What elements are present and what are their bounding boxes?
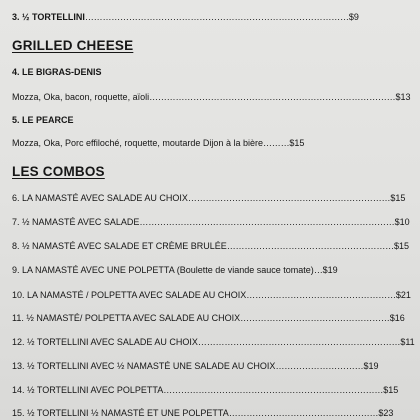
leader-dots: …………………………………………………………………………… [139,217,395,227]
leader-dots: ………………………………………………………………… [163,385,384,395]
item-name: 15. ½ TORTELLINI ½ NAMASTÉ ET UNE POLPETTA [12,408,229,418]
item-price: $10 [394,217,410,227]
combo-item [12,361,378,372]
combo-item [12,337,415,348]
item-description: Mozza, Oka, Porc effiloché, roquette, moutarde Dijon à la bière [12,138,263,148]
item-price: $15 [383,385,399,395]
menu-item-3 [12,12,359,23]
item-description: Mozza, Oka, bacon, roquette, aïoli [12,92,150,102]
combo-item [12,241,409,252]
leader-dots: ………………………… [275,361,364,371]
menu-item-5-name: 5. LE PEARCE [12,115,74,125]
leader-dots: …………………………………………… [246,290,396,300]
item-price: $15 [393,241,409,251]
combo-item [12,217,410,228]
item-name: 12. ½ TORTELLINI AVEC SALADE AU CHOIX [12,337,198,347]
leader-dots: …………………………………………………………… [187,193,391,203]
item-name: 13. ½ TORTELLINI AVEC ½ NAMASTÉ UNE SALADE AU CHOIX [12,361,276,371]
item-price: $19 [363,361,379,371]
leader-dots: …………………………………………… [240,313,390,323]
section-heading-combos: LES COMBOS [12,164,105,179]
combo-item [12,290,411,301]
item-name: 7. ½ NAMASTÉ AVEC SALADE [12,217,140,227]
item-price: $16 [389,313,405,323]
item-price: $21 [395,290,411,300]
item-name: 3. ½ TORTELLINI [12,12,85,22]
item-name: 11. ½ NAMASTÉ/ POLPETTA AVEC SALADE AU CHOIX [12,313,241,323]
menu-item-5-description [12,138,304,149]
combo-item [12,313,405,324]
leader-dots: ……………………………………………………………………………… [84,12,349,22]
item-price: $9 [348,12,359,22]
item-price: $23 [378,408,394,418]
leader-dots: ……… [262,138,290,148]
item-price: $13 [395,92,411,102]
item-name: 9. LA NAMASTÉ AVEC UNE POLPETTA (Boulette de viande sauce tomate) [12,265,314,275]
section-heading-grilled-cheese: GRILLED CHEESE [12,38,134,53]
leader-dots: …………………………………………… [228,408,379,418]
item-name: 6. LA NAMASTÉ AVEC SALADE AU CHOIX [12,193,188,203]
menu-item-4-name: 4. LE BIGRAS-DENIS [12,67,102,77]
item-price: $19 [322,265,338,275]
leader-dots: ………………………………………………………………………… [149,92,396,102]
leader-dots: … [313,265,323,275]
combo-item [12,408,393,419]
combo-item [12,385,398,396]
item-name: 14. ½ TORTELLINI AVEC POLPETTA [12,385,164,395]
item-price: $11 [400,337,415,347]
leader-dots: …………………………………………………………… [197,337,401,347]
item-name: 10. LA NAMASTÉ / POLPETTA AVEC SALADE AU CHOIX [12,290,247,300]
combo-item [12,265,338,276]
item-price: $15 [390,193,406,203]
item-name: 8. ½ NAMASTÉ AVEC SALADE ET CRÈME BRULÉE [12,241,227,251]
menu-item-4-description [12,92,411,103]
item-price: $15 [289,138,305,148]
combo-item [12,193,405,204]
leader-dots: ………………………………………………… [226,241,394,251]
